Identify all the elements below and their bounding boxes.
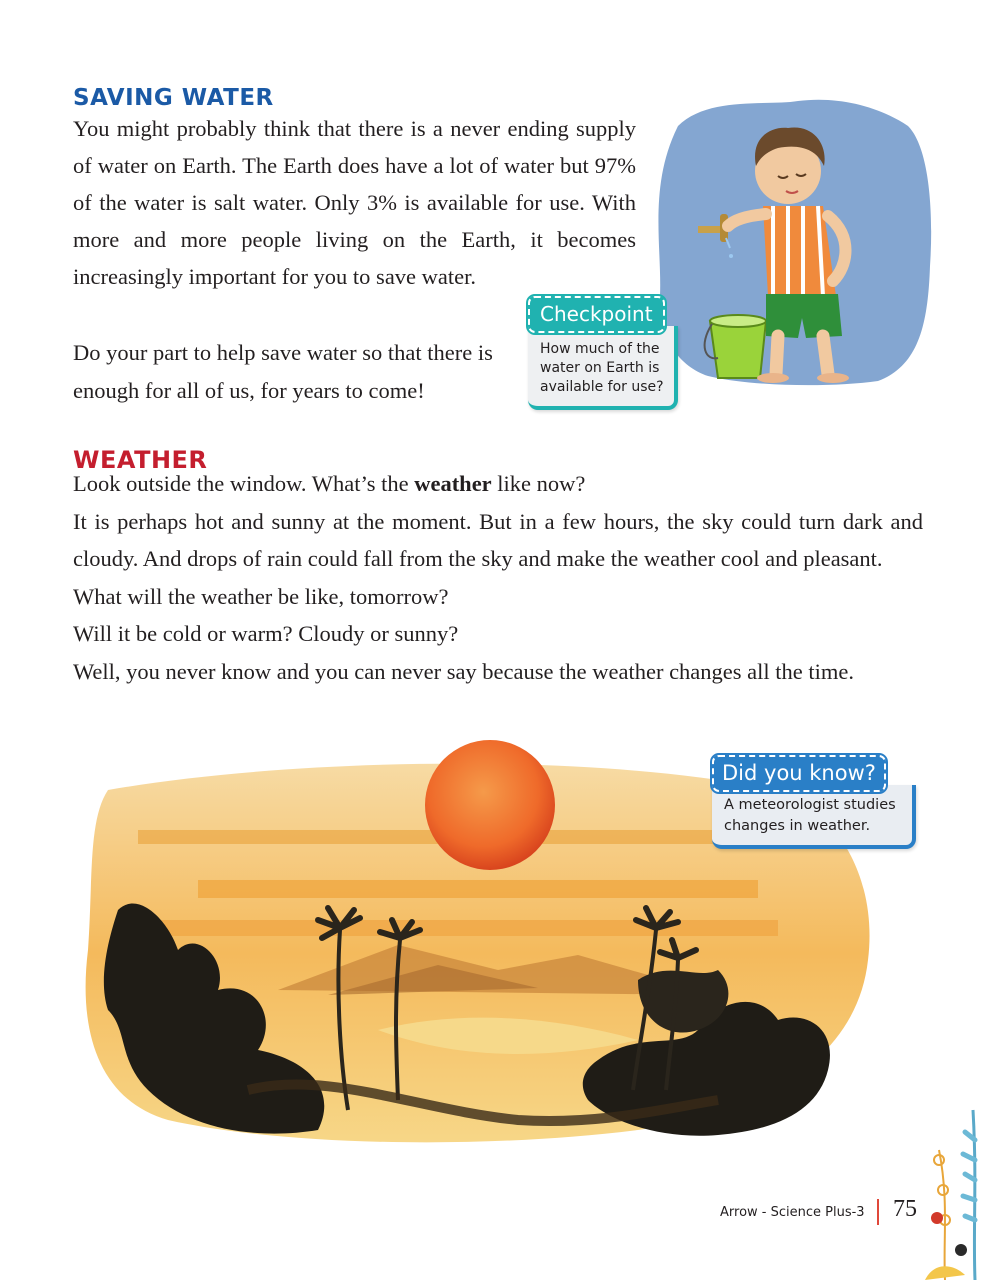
checkpoint-box (528, 296, 682, 414)
weather-text-block (73, 465, 923, 690)
saving-water-heading: SAVING WATER (73, 85, 274, 112)
footer-divider (877, 1199, 879, 1225)
weather-question-cold-warm: Will it be cold or warm? Cloudy or sunny? (73, 621, 459, 646)
weather-changes-line: Well, you never know and you can never say because the weather changes all the time. (73, 658, 855, 684)
boy-saving-water-illustration (638, 96, 934, 388)
weather-intro-line: Look outside the window. What’s the weather like now? (73, 471, 586, 496)
page-number: 75 (893, 1196, 917, 1222)
footer-book-title: Arrow - Science Plus-3 (720, 1205, 865, 1220)
checkpoint-question: How much of the water on Earth is available for use? (528, 326, 678, 410)
did-you-know-box (712, 755, 918, 851)
weather-bold-term: weather (414, 471, 492, 496)
did-you-know-title: Did you know? (712, 755, 886, 792)
save-water-call-paragraph: Do your part to help save water so that there is enough for all of us, for years to come! (73, 340, 493, 403)
floral-corner-decoration (915, 1100, 989, 1280)
weather-question-tomorrow: What will the weather be like, tomorrow? (73, 583, 449, 609)
saving-water-paragraph: You might probably think that there is a never ending supply of water on Earth. The Earth does have a lot of water but 97% of the water is salt water. Only 3% is available for use. With more and more people living on the Earth, it becomes increasingly important for you to save water. (73, 116, 636, 289)
weather-heading: WEATHER (73, 445, 208, 474)
did-you-know-text: A meteorologist studies changes in weather. (712, 785, 916, 849)
weather-paragraph: It is perhaps hot and sunny at the moment. But in a few hours, the sky could turn dark and cloudy. And drops of rain could fall from the sky and make the weather cool and pleasant. (73, 508, 923, 571)
checkpoint-title: Checkpoint (528, 296, 665, 333)
